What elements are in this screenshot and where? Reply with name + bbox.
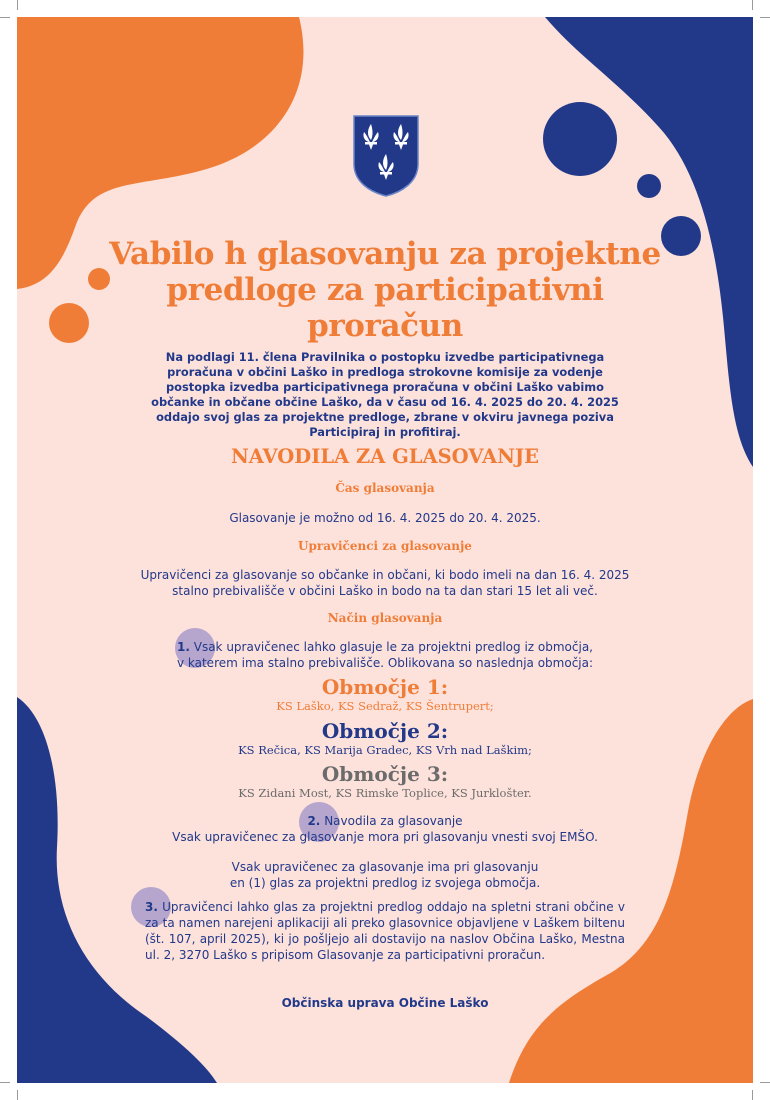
eligible-text-line1: Upravičenci za glasovanje so občanke in občani, ki bodo imeli na dan 16. 4. 2025 [140, 568, 630, 582]
eligible-text-line2: stalno prebivališče v občini Laško in bodo na ta dan stari 15 let ali več. [172, 584, 598, 598]
crop-mark [760, 1082, 770, 1083]
step1-line1 [77, 639, 693, 655]
crop-mark [760, 17, 770, 18]
step2-title-line [77, 813, 693, 829]
step2-text-line1: Vsak upravičenec za glasovanje mora pri glasovanju vnesti svoj EMŠO. [172, 830, 598, 844]
step1-text-line1: Vsak upravičenec lahko glasuje le za projektni predlog iz območja, [193, 640, 593, 654]
step3-number: 3. [145, 900, 158, 914]
step1-number: 1. [176, 640, 190, 654]
region-3-communities: KS Zidani Most, KS Rimske Toplice, KS Jurklošter. [238, 786, 532, 800]
crop-mark [752, 0, 753, 10]
poster [17, 17, 753, 1083]
region-2-heading: Območje 2: [321, 719, 449, 743]
coat-of-arms-icon [352, 114, 420, 198]
step2-title: Navodila za glasovanje [324, 814, 463, 828]
instructions-heading: NAVODILA ZA GLASOVANJE [230, 445, 539, 468]
crop-mark [17, 1090, 18, 1100]
time-text: Glasovanje je možno od 16. 4. 2025 do 20. 4. 2025. [229, 511, 541, 525]
crop-mark [17, 0, 18, 10]
method-heading: Način glasovanja [327, 611, 443, 625]
step3-text: Upravičenci lahko glas za projektni predlog oddajo na spletni strani občine v za ta namen narejeni aplikaciji ali preko glasovnice objavljene v Laškem biltenu (št. 107, april 2025), ki jo pošljejo ali dostavijo na naslov Občina Laško, Mestna ul. 2, 3270 Laško s pripisom Glasovanje za participativni proračun. [145, 900, 625, 962]
eligible-heading: Upravičenci za glasovanje [298, 539, 472, 553]
region-2-communities: KS Rečica, KS Marija Gradec, KS Vrh nad Laškim; [238, 743, 532, 757]
intro-paragraph: Na podlagi 11. člena Pravilnika o postopku izvedbe participativnega proračuna v občini Laško in predloga strokovne komisije za vodenje postopka izvedba participativnega proračuna v občini Laško vabimo občanke in občane občine Laško, da v času od 16. 4. 2025 do 20. 4. 2025 oddajo svoj glas za projektne predloge, zbrane v okviru javnega poziva Participiraj in profitiraj. [151, 350, 619, 439]
poster-content [17, 17, 753, 1083]
step1-text-line2: v katerem ima stalno prebivališče. Oblikovana so naslednja območja: [176, 656, 594, 670]
region-3-heading: Območje 3: [321, 762, 449, 786]
footer-signature: Občinska uprava Občine Laško [281, 996, 489, 1010]
page-title: Vabilo h glasovanju za projektne predloge za participativni proračun [109, 236, 661, 344]
crop-mark [0, 1082, 10, 1083]
step2-number: 2. [307, 814, 321, 828]
step2-text-line2: Vsak upravičenec za glasovanje ima pri glasovanju [231, 860, 539, 874]
step3-paragraph [145, 899, 625, 963]
crop-mark [752, 1090, 753, 1100]
step2-text-line3: en (1) glas za projektni predlog iz svojega območja. [229, 876, 541, 890]
crop-mark [0, 17, 10, 18]
time-heading: Čas glasovanja [335, 481, 435, 495]
region-1-heading: Območje 1: [321, 675, 449, 699]
region-1-communities: KS Laško, KS Sedraž, KS Šentrupert; [276, 699, 494, 713]
